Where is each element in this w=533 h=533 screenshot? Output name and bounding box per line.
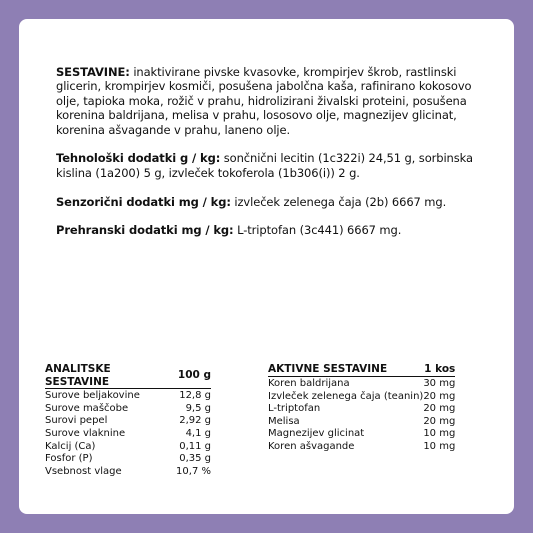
row-name: Vsebnost vlage [45,465,122,477]
technological-additives-paragraph [56,151,496,180]
table-row [45,415,211,428]
table-row [45,389,211,403]
table-row [268,428,455,441]
row-value: 20 mg [423,403,456,415]
row-value: 2,92 g [179,415,211,427]
row-value: 0,11 g [179,440,211,452]
row-value: 10 mg [423,428,456,440]
row-name: Surove vlaknine [45,427,126,439]
table-row [268,377,455,391]
active-table-header [268,363,455,377]
row-name: Magnezijev glicinat [268,428,365,440]
row-name: Izvleček zelenega čaja (teanin) [268,390,424,402]
technological-additives-text: sončnični lecitin (1c322i) 24,51 g, sorbinska kislina (1a200) 5 g, izvleček tokoferola (1b306(i)) 2 g. [56,151,473,180]
row-name: Surovi pepel [45,415,108,427]
table-row [268,416,455,429]
row-value: 10,7 % [176,465,211,477]
table-row [268,391,455,404]
sensory-additives-paragraph [56,195,496,209]
analytic-table-header [45,363,211,389]
analytic-constituents-table [45,363,211,478]
row-value: 0,35 g [179,453,211,465]
row-name: Melisa [268,415,300,427]
ingredients-text-block [56,65,496,252]
ingredients-paragraph [56,65,496,137]
row-name: Fosfor (P) [45,453,93,465]
technological-additives-label: Tehnološki dodatki g / kg: [56,151,221,166]
nutritional-additives-text: L-triptofan (3c441) 6667 mg. [233,223,402,238]
ingredients-text: inaktivirane pivske kvasovke, krompirjev škrob, rastlinski glicerin, krompirjev kosmiči, posušena jabolčna kaša, rafinirano kokosovo olje, tapioka moka, rožič v prahu, hidrolizirani živalski proteini, posušena korenina baldrijana, melisa v prahu, lososovo olje, magnezijev glicinat, korenina ašvagande v prahu, laneno olje. [56,65,472,137]
table-row [45,466,211,479]
table-row [45,428,211,441]
table-row [268,403,455,416]
row-value: 20 mg [423,415,456,427]
ingredients-label: SESTAVINE: [56,65,130,79]
nutritional-additives-paragraph [56,223,496,237]
table-row [45,441,211,454]
table-row [45,403,211,416]
row-name: Koren baldrijana [268,378,350,389]
row-name: Surove maščobe [45,402,129,414]
active-table-header-name: AKTIVNE SESTAVINE [268,363,423,377]
row-value: 30 mg [423,378,456,389]
sensory-additives-label: Senzorični dodatki mg / kg: [56,194,231,209]
table-row [45,453,211,466]
row-value: 10 mg [423,440,456,452]
row-name: Kalcij (Ca) [45,440,96,452]
active-ingredients-table [268,363,455,454]
nutritional-additives-label: Prehranski dodatki mg / kg: [56,223,234,238]
row-name: L-triptofan [268,403,321,415]
table-row [268,441,455,454]
row-value: 9,5 g [185,402,211,414]
row-value: 12,8 g [179,390,211,402]
row-value: 4,1 g [185,427,211,439]
analytic-table-header-name: ANALITSKE SESTAVINE [45,363,176,389]
row-name: Surove beljakovine [45,390,140,402]
row-name: Koren ašvagande [268,440,355,452]
row-value: 20 mg [423,390,456,402]
sensory-additives-text: izvleček zelenega čaja (2b) 6667 mg. [230,194,447,209]
active-table-header-unit: 1 kos [424,363,456,376]
analytic-table-header-unit: 100 g [176,363,211,389]
